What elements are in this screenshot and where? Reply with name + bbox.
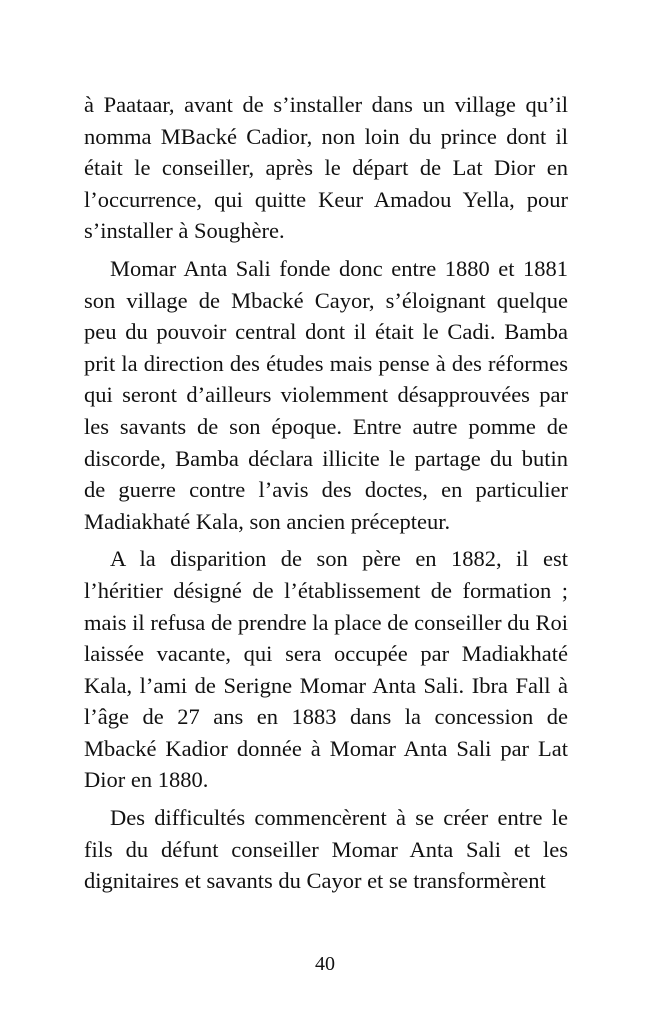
paragraph: à Paataar, avant de s’installer dans un village qu’il nomma MBacké Cadior, non loin du prince dont il était le conseiller, après le départ de Lat Dior en l’occurrence, qui quitte Keur Amadou Yella, pour s’installer à Soughère.: [84, 92, 568, 244]
body-text: [84, 89, 568, 903]
paragraph: Momar Anta Sali fonde donc entre 1880 et 1881 son village de Mbacké Cayor, s’éloignant quelque peu du pouvoir central dont il était le Cadi. Bamba prit la direction des études mais pense à des réformes qui seront d’ailleurs violemment désapprouvées par les savants de son époque. Entre autre pomme de discorde, Bamba déclara illicite le partage du butin de guerre contre l’avis des doctes, en particulier Madiakhaté Kala, son ancien précepteur.: [84, 255, 568, 534]
paragraph: A la disparition de son père en 1882, il est l’héritier désigné de l’établissement de formation ; mais il refusa de prendre la place de conseiller du Roi laissée vacante, qui sera occupée par Madiakhaté Kala, l’ami de Serigne Momar Anta Sali. Ibra Fall à l’âge de 27 ans en 1883 dans la concession de Mbacké Kadior donnée à Momar Anta Sali par Lat Dior en 1880.: [84, 546, 568, 793]
paragraph: Des difficultés commencèrent à se créer entre le fils du défunt conseiller Momar Anta Sali et les dignitaires et savants du Cayor et se transformèrent: [84, 805, 568, 894]
page-number: 40: [315, 953, 335, 975]
